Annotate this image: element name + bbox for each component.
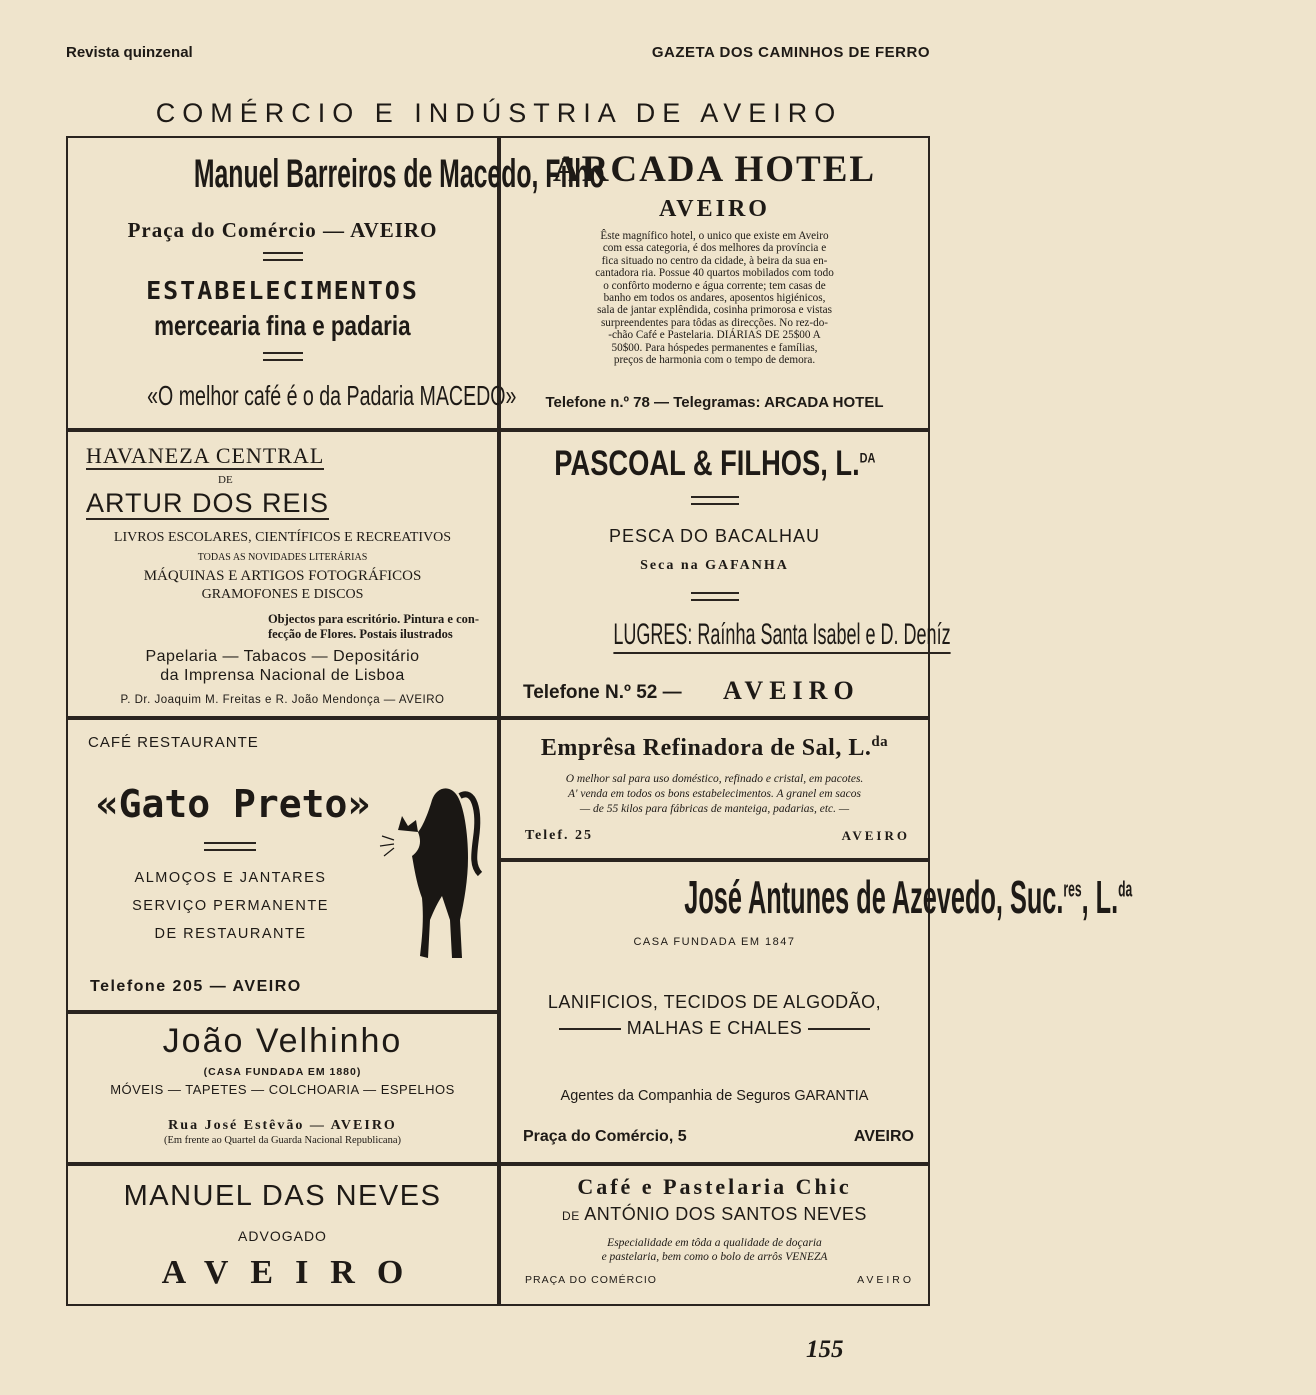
- divider: [204, 842, 256, 851]
- havaneza-books: LIVROS ESCOLARES, CIENTÍFICOS E RECREATIVOS: [113, 530, 452, 545]
- desc-line: banho em todos os andares, aposentos higiénicos,: [603, 292, 826, 305]
- divider: [263, 252, 303, 261]
- arcada-name: ARCADA HOTEL: [552, 149, 877, 190]
- ad-antunes-azevedo: [499, 860, 1133, 1164]
- velhinho-note: (Em frente ao Quartel da Guarda Nacional Republicana): [163, 1135, 401, 1146]
- azevedo-knitwear: MALHAS E CHALES: [626, 1018, 803, 1038]
- havaneza-address: P. Dr. Joaquim M. Freitas e R. João Mendonça — AVEIRO: [120, 694, 445, 706]
- havaneza-owner: ARTUR DOS REIS: [86, 488, 330, 518]
- macedo-line2: mercearia fina e padaria: [154, 310, 411, 341]
- desc-line: com essa categoria, é dos melhores da província e: [602, 242, 827, 255]
- ad-pascoal-filhos: [499, 430, 951, 718]
- pascoal-ships: LUGRES: Raínha Santa Isabel e D. Deníz: [613, 618, 950, 654]
- arcada-description: [525, 230, 904, 366]
- chic-owner-de: DE: [562, 1209, 580, 1223]
- desc-line: cantadora ria. Possue 40 quartos mobilados com todo: [595, 267, 834, 280]
- sal-description: [501, 772, 928, 817]
- divider: [263, 352, 303, 361]
- desc-line: preços de harmonia com o tempo de demora.: [613, 354, 816, 367]
- pascoal-drying: Seca na GAFANHA: [640, 558, 789, 573]
- page-title: COMÉRCIO E INDÚSTRIA DE AVEIRO: [155, 98, 843, 128]
- havaneza-news: TODAS AS NOVIDADES LITERÁRIAS: [197, 552, 368, 563]
- azevedo-address: Praça do Comércio, 5: [523, 1128, 687, 1145]
- sal-line: — de 55 kilos para fábricas de manteiga, padarias, etc. —: [579, 803, 850, 815]
- chic-line: e pastelaria, bem como o bolo de arrôs VENEZA: [601, 1251, 828, 1263]
- arcada-contact: Telefone n.º 78 — Telegramas: ARCADA HOTEL: [545, 394, 884, 411]
- sal-name: Emprêsa Refinadora de Sal, L.: [540, 735, 872, 761]
- gato-services: [88, 864, 373, 948]
- azevedo-mid: , L.: [1081, 871, 1119, 923]
- azevedo-city: AVEIRO: [853, 1128, 914, 1145]
- azevedo-sup2: da: [1118, 876, 1133, 902]
- havaneza-photo: MÁQUINAS E ARTIGOS FOTOGRÁFICOS: [143, 568, 422, 584]
- pascoal-phone: Telefone N.º 52 —: [523, 682, 682, 703]
- pascoal-sup: DA: [859, 449, 876, 466]
- macedo-address: Praça do Comércio — AVEIRO: [127, 218, 438, 242]
- divider: [691, 592, 739, 601]
- sal-phone: Telef. 25: [525, 828, 594, 843]
- ad-macedo: [66, 136, 605, 430]
- macedo-line1: ESTABELECIMENTOS: [146, 276, 419, 305]
- ad-joao-velhinho: [66, 1012, 499, 1164]
- chic-address: PRAÇA DO COMÉRCIO: [525, 1274, 657, 1286]
- arcada-city: AVEIRO: [659, 196, 770, 222]
- sal-sup: da: [871, 734, 889, 750]
- pascoal-name: PASCOAL & FILHOS, L.: [553, 444, 860, 483]
- sal-city: AVEIRO: [841, 828, 910, 843]
- macedo-name: Manuel Barreiros de Macedo, Filho: [193, 152, 605, 196]
- desc-line: surpreendentes para tôdas as direcções. No rez-do-: [600, 316, 829, 329]
- sal-line: O melhor sal para uso doméstico, refinado e cristal, em pacotes.: [565, 773, 864, 785]
- velhinho-items: MÓVEIS — TAPETES — COLCHOARIA — ESPELHOS: [110, 1082, 455, 1097]
- header-left: Revista quinzenal: [66, 44, 193, 61]
- gato-phone: Telefone 205 — AVEIRO: [90, 978, 302, 995]
- macedo-slogan: «O melhor café é o da Padaria MACEDO»: [147, 380, 517, 411]
- header-right: GAZETA DOS CAMINHOS DE FERRO: [651, 44, 930, 61]
- sal-line: A' venda em todos os bons estabelecimentos. A granel em sacos: [567, 788, 861, 800]
- divider: [691, 496, 739, 505]
- desc-line: Êste magnífico hotel, o unico que existe em Aveiro: [600, 230, 829, 242]
- desc-line: sala de jantar explêndida, cosinha primorosa e vistas: [597, 304, 832, 317]
- havaneza-objects: [268, 612, 479, 642]
- page-number: 155: [806, 1336, 844, 1363]
- ad-gato-preto: [66, 718, 499, 1012]
- havaneza-name: HAVANEZA CENTRAL: [86, 443, 325, 468]
- gato-line: ALMOÇOS E JANTARES: [134, 870, 327, 886]
- rule-left: [559, 1028, 621, 1030]
- desc-line: -chão Café e Pastelaria. DIÁRIAS DE 25$00 A: [608, 329, 821, 342]
- rule-right: [808, 1028, 870, 1030]
- ad-arcada-hotel: [499, 136, 930, 430]
- gato-line: DE RESTAURANTE: [154, 926, 307, 942]
- ad-cafe-chic: [499, 1164, 930, 1306]
- chic-line: Especialidade em tôda a qualidade de doçaria: [607, 1237, 822, 1249]
- azevedo-founded: CASA FUNDADA EM 1847: [633, 936, 796, 948]
- black-cat-icon: [376, 770, 496, 970]
- gato-label: CAFÉ RESTAURANTE: [88, 734, 259, 751]
- velhinho-name: João Velhinho: [162, 1022, 403, 1060]
- chic-name: Café e Pastelaria Chic: [577, 1174, 852, 1199]
- desc-line: 50$00. Para hóspedes permanentes e famílias,: [611, 341, 818, 354]
- havaneza-stationery: Papelaria — Tabacos — Depositário: [145, 648, 420, 665]
- azevedo-textiles: LANIFICIOS, TECIDOS DE ALGODÃO,: [547, 992, 882, 1012]
- havaneza-records: GRAMOFONES E DISCOS: [201, 587, 364, 602]
- gato-line: SERVIÇO PERMANENTE: [132, 898, 329, 914]
- azevedo-sup1: res: [1063, 876, 1082, 902]
- objects-line: fecção de Flores. Postais ilustrados: [267, 627, 453, 641]
- neves-city: AVEIRO: [161, 1254, 426, 1291]
- gato-name: «Gato Preto»: [95, 782, 371, 826]
- ad-manuel-das-neves: [66, 1164, 499, 1306]
- havaneza-press: da Imprensa Nacional de Lisboa: [160, 667, 405, 684]
- pascoal-city: AVEIRO: [723, 676, 860, 705]
- havaneza-de: DE: [218, 474, 233, 486]
- desc-line: o confôrto moderno e água corrente; tem casas de: [603, 279, 826, 292]
- pascoal-fishing: PESCA DO BACALHAU: [608, 526, 821, 546]
- azevedo-agents: Agentes da Companhia de Seguros GARANTIA: [560, 1088, 869, 1104]
- objects-line: Objectos para escritório. Pintura e con-: [267, 612, 479, 626]
- desc-line: fica situado no centro da cidade, à beira da sua en-: [601, 254, 828, 267]
- neves-name: MANUEL DAS NEVES: [123, 1180, 442, 1212]
- ad-havaneza-central: [66, 430, 499, 718]
- neves-role: ADVOGADO: [238, 1228, 327, 1244]
- azevedo-name: José Antunes de Azevedo, Suc.: [684, 871, 1064, 923]
- velhinho-founded: (CASA FUNDADA EM 1880): [203, 1066, 362, 1078]
- chic-description: [501, 1236, 928, 1264]
- chic-city: AVEIRO: [857, 1274, 914, 1286]
- velhinho-address: Rua José Estêvão — AVEIRO: [168, 1118, 397, 1133]
- chic-owner: ANTÓNIO DOS SANTOS NEVES: [584, 1204, 867, 1224]
- ad-refinadora-sal: [499, 718, 930, 860]
